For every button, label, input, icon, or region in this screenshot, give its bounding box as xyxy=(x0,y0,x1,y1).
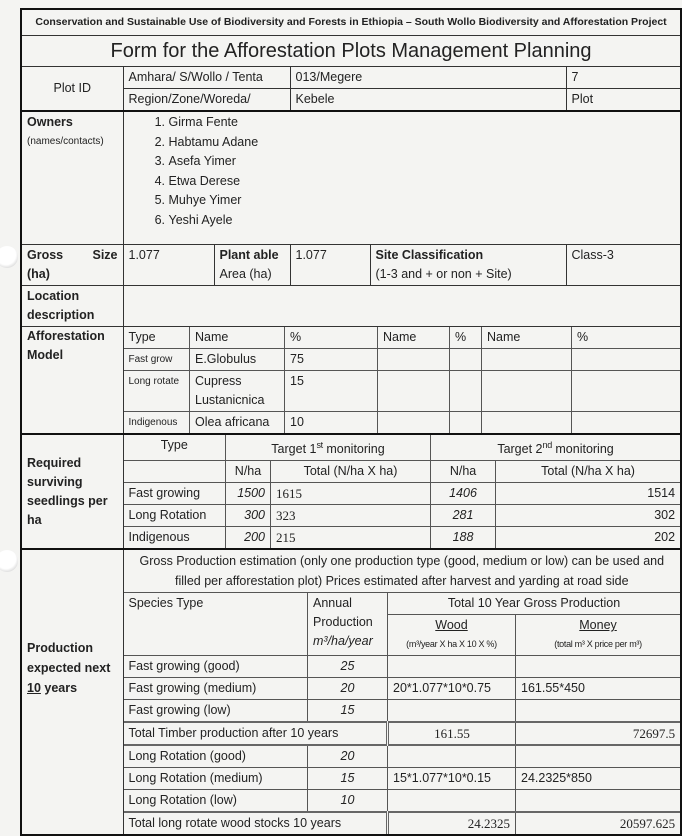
production-money[interactable] xyxy=(516,656,681,678)
model-type: Indigenous xyxy=(124,412,190,434)
model-pct[interactable]: 15 xyxy=(285,371,378,412)
form-sheet xyxy=(20,8,680,836)
model-pct-2[interactable] xyxy=(450,371,482,412)
owner-item[interactable]: 5. Muhye Yimer xyxy=(169,191,676,211)
total-production-header: Total 10 Year Gross Production xyxy=(388,593,681,615)
model-header-name: Name xyxy=(482,327,572,349)
production-wood[interactable] xyxy=(388,700,516,723)
model-name-3[interactable] xyxy=(482,349,572,371)
seedlings-row xyxy=(124,483,681,505)
model-pct-3[interactable] xyxy=(572,371,681,412)
model-pct-2[interactable] xyxy=(450,412,482,434)
model-name[interactable]: Cupress Lustanicnica xyxy=(190,371,285,412)
seedlings-n2[interactable]: 281 xyxy=(431,505,496,527)
target2-header xyxy=(431,435,681,461)
owners-list-cell xyxy=(123,111,681,245)
plantable-value[interactable]: 1.077 xyxy=(290,245,370,286)
seedlings-row xyxy=(124,505,681,527)
target1-text: Target 1 xyxy=(271,442,317,457)
seedlings-type: Fast growing xyxy=(124,483,226,505)
model-type: Fast grow xyxy=(124,349,190,371)
owners-list xyxy=(129,113,676,230)
seedlings-t1[interactable]: 323 xyxy=(271,505,431,527)
wood-header: Wood xyxy=(435,618,468,633)
size-label-word: Size xyxy=(92,248,118,262)
owners-label-cell xyxy=(21,111,123,245)
gross-unit: (ha) xyxy=(27,267,50,281)
production-annual: 10 xyxy=(308,790,388,813)
model-pct-2[interactable] xyxy=(450,349,482,371)
long-total-wood[interactable]: 24.2325 xyxy=(388,812,516,834)
owner-item[interactable]: 6. Yeshi Ayele xyxy=(169,211,676,231)
owners-label: Owners xyxy=(27,115,73,129)
nha-header-1: N/ha xyxy=(226,461,271,483)
production-wood[interactable] xyxy=(388,656,516,678)
site-class-label: Site Classification xyxy=(375,248,484,262)
kebele-label: Kebele xyxy=(290,89,566,112)
seedlings-label: Required surviving seedlings per ha xyxy=(21,434,123,549)
production-row xyxy=(124,678,681,700)
seedlings-type-header: Type xyxy=(124,435,226,461)
wood-header-cell xyxy=(388,615,516,656)
model-row xyxy=(124,412,681,434)
money-header-cell xyxy=(516,615,681,656)
model-name-2[interactable] xyxy=(378,349,450,371)
model-name-2[interactable] xyxy=(378,371,450,412)
production-type: Fast growing (medium) xyxy=(124,678,308,700)
annual-header-unit: m³/ha/year xyxy=(313,634,373,649)
seedlings-n1[interactable]: 300 xyxy=(226,505,271,527)
model-row xyxy=(124,371,681,412)
production-row xyxy=(124,656,681,678)
punch-hole-decoration xyxy=(0,550,18,572)
seedlings-type: Long Rotation xyxy=(124,505,226,527)
seedlings-n2[interactable]: 188 xyxy=(431,527,496,549)
money-subheader: (total m³ X price per m³) xyxy=(554,639,642,650)
model-header-name: Name xyxy=(378,327,450,349)
production-label-line1: Production xyxy=(27,641,93,656)
production-note: Gross Production estimation (only one production type (good, medium or low) can be used and filled per afforestation plot) Prices estimated after harvest and yarding at road side xyxy=(124,550,681,593)
production-label xyxy=(21,549,123,835)
model-pct[interactable]: 10 xyxy=(285,412,378,434)
target2-monitoring: monitoring xyxy=(551,442,614,457)
seedlings-table xyxy=(124,435,681,548)
form-title: Form for the Afforestation Plots Management Planning xyxy=(21,36,681,67)
annual-header xyxy=(308,593,388,656)
production-years-text: years xyxy=(40,681,78,696)
model-name-3[interactable] xyxy=(482,412,572,434)
production-annual: 15 xyxy=(308,700,388,723)
project-title: Conservation and Sustainable Use of Biodiversity and Forests in Ethiopia – South Wollo Biodiversity and Afforestation Project xyxy=(21,9,681,36)
plantable-label-cell xyxy=(214,245,290,286)
plot-value[interactable]: 7 xyxy=(566,67,681,89)
production-wood[interactable] xyxy=(388,790,516,813)
model-label xyxy=(21,327,123,435)
model-header-name: Name xyxy=(190,327,285,349)
kebele-value[interactable]: 013/Megere xyxy=(290,67,566,89)
gross-label-word: Gross xyxy=(27,248,64,262)
production-money[interactable] xyxy=(516,745,681,768)
wood-subheader: (m³/year X ha X 10 X %) xyxy=(406,639,497,650)
fast-total-money[interactable]: 72697.5 xyxy=(516,722,681,745)
model-type: Long rotate xyxy=(124,371,190,412)
target1-monitoring: monitoring xyxy=(322,442,385,457)
species-type-header: Species Type xyxy=(124,593,308,656)
production-label-line2: expected next xyxy=(27,661,111,676)
site-class-label-cell xyxy=(370,245,566,286)
model-name[interactable]: Olea africana xyxy=(190,412,285,434)
production-type: Long Rotation (medium) xyxy=(124,768,308,790)
seedlings-t2[interactable]: 302 xyxy=(496,505,681,527)
production-table-cell xyxy=(123,549,681,835)
production-annual: 25 xyxy=(308,656,388,678)
seedlings-n2[interactable]: 1406 xyxy=(431,483,496,505)
production-money[interactable]: 24.2325*850 xyxy=(516,768,681,790)
seedlings-n1[interactable]: 200 xyxy=(226,527,271,549)
target2-text: Target 2 xyxy=(497,442,543,457)
production-annual: 20 xyxy=(308,745,388,768)
plantable-sublabel: Area (ha) xyxy=(219,267,272,281)
owner-item[interactable]: 3. Asefa Yimer xyxy=(169,152,676,172)
owner-item[interactable]: 4. Etwa Derese xyxy=(169,172,676,192)
production-money[interactable]: 161.55*450 xyxy=(516,678,681,700)
production-wood[interactable]: 20*1.077*10*0.75 xyxy=(388,678,516,700)
production-money[interactable] xyxy=(516,790,681,813)
site-class-sublabel: (1-3 and + or non + Site) xyxy=(375,267,512,281)
production-years-num: 10 xyxy=(27,681,41,696)
production-money[interactable] xyxy=(516,700,681,723)
plot-id-label: Plot ID xyxy=(21,67,123,112)
location-label: Location description xyxy=(21,286,123,327)
punch-hole-decoration xyxy=(0,246,18,268)
region-label: Region/Zone/Woreda/ xyxy=(123,89,290,112)
seedlings-t2[interactable]: 1514 xyxy=(496,483,681,505)
target2-sup: nd xyxy=(542,440,552,450)
gross-size-label xyxy=(21,245,123,286)
model-name-2[interactable] xyxy=(378,412,450,434)
production-annual: 15 xyxy=(308,768,388,790)
production-wood[interactable]: 15*1.077*10*0.15 xyxy=(388,768,516,790)
seedlings-n1[interactable]: 1500 xyxy=(226,483,271,505)
model-name[interactable]: E.Globulus xyxy=(190,349,285,371)
model-row xyxy=(124,349,681,371)
model-header-type: Type xyxy=(124,327,190,349)
location-value[interactable] xyxy=(123,286,681,327)
model-header-pct: % xyxy=(450,327,482,349)
fast-total-row xyxy=(124,722,681,745)
fast-total-wood[interactable]: 161.55 xyxy=(388,722,516,745)
model-table xyxy=(124,327,681,433)
seedlings-table-cell xyxy=(123,434,681,549)
annual-header-line2: Production xyxy=(313,615,373,630)
gross-size-value[interactable]: 1.077 xyxy=(123,245,214,286)
model-label-line1: Afforestation xyxy=(27,329,105,343)
target1-header xyxy=(226,435,431,461)
fast-total-label: Total Timber production after 10 years xyxy=(124,722,388,745)
seedlings-t1[interactable]: 1615 xyxy=(271,483,431,505)
seedlings-row xyxy=(124,527,681,549)
long-total-row xyxy=(124,812,681,834)
model-pct-3[interactable] xyxy=(572,349,681,371)
target1-sup: st xyxy=(316,440,323,450)
money-header: Money xyxy=(579,618,617,633)
site-class-value[interactable]: Class-3 xyxy=(566,245,681,286)
production-type: Fast growing (good) xyxy=(124,656,308,678)
production-type: Fast growing (low) xyxy=(124,700,308,723)
owner-item[interactable]: 1. Girma Fente xyxy=(169,113,676,133)
production-row xyxy=(124,790,681,813)
total-header-1: Total (N/ha X ha) xyxy=(271,461,431,483)
seedlings-blank xyxy=(124,461,226,483)
total-header-2: Total (N/ha X ha) xyxy=(496,461,681,483)
production-row xyxy=(124,768,681,790)
plot-label: Plot xyxy=(566,89,681,112)
production-annual: 20 xyxy=(308,678,388,700)
seedlings-type: Indigenous xyxy=(124,527,226,549)
nha-header-2: N/ha xyxy=(431,461,496,483)
model-name-3[interactable] xyxy=(482,371,572,412)
model-pct-3[interactable] xyxy=(572,412,681,434)
production-type: Long Rotation (low) xyxy=(124,790,308,813)
long-total-label: Total long rotate wood stocks 10 years xyxy=(124,812,388,834)
production-type: Long Rotation (good) xyxy=(124,745,308,768)
model-header-pct: % xyxy=(572,327,681,349)
form-table xyxy=(20,8,682,836)
model-pct[interactable]: 75 xyxy=(285,349,378,371)
model-header-pct: % xyxy=(285,327,378,349)
production-wood[interactable] xyxy=(388,745,516,768)
model-label-line2: Model xyxy=(27,348,64,362)
production-label-line3 xyxy=(27,678,118,698)
production-row xyxy=(124,745,681,768)
owner-item[interactable]: 2. Habtamu Adane xyxy=(169,133,676,153)
model-table-cell xyxy=(123,327,681,435)
owners-sublabel: (names/contacts) xyxy=(27,136,104,147)
production-table xyxy=(124,550,681,834)
annual-header-line1: Annual xyxy=(313,596,352,611)
region-value[interactable]: Amhara/ S/Wollo / Tenta xyxy=(123,67,290,89)
long-total-money[interactable]: 20597.625 xyxy=(516,812,681,834)
production-row xyxy=(124,700,681,723)
plantable-label: Plant able xyxy=(219,248,279,262)
seedlings-t2[interactable]: 202 xyxy=(496,527,681,549)
seedlings-t1[interactable]: 215 xyxy=(271,527,431,549)
